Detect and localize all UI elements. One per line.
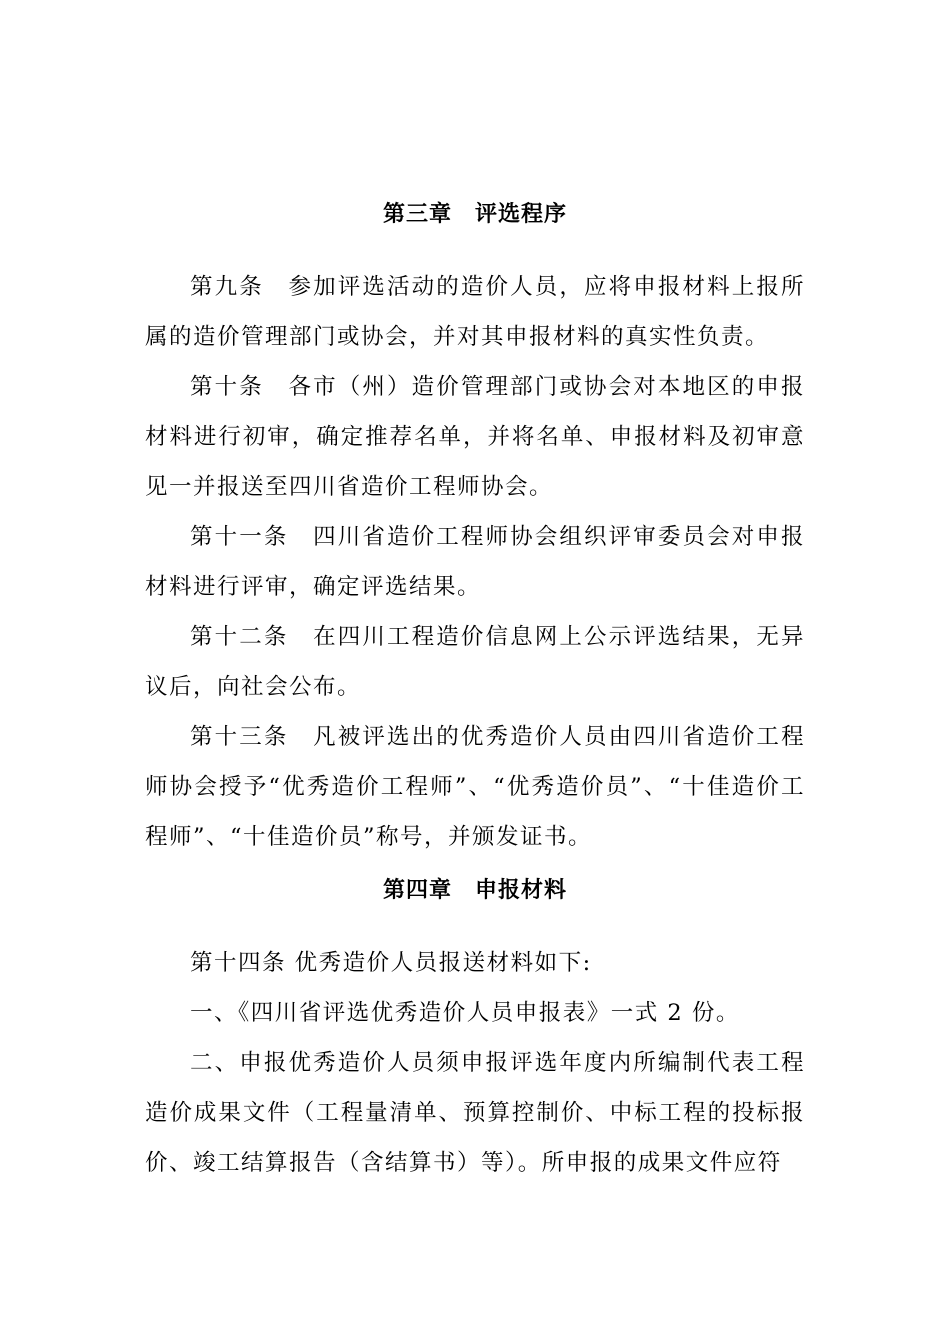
chapter-three <box>145 190 805 862</box>
chapter-title: 第三章 评选程序 <box>382 202 567 227</box>
list-item-2: 二、申报优秀造价人员须申报评选年度内所编制代表工程造价成果文件（工程量清单、预算控制价、中标工程的投标报价、竣工结算报告（含结算书）等）。所申报的成果文件应符 <box>145 1050 805 1176</box>
article-12: 第十二条 在四川工程造价信息网上公示评选结果，无异议后，向社会公布。 <box>145 624 805 700</box>
article-11: 第十一条 四川省造价工程师协会组织评审委员会对申报材料进行评审，确定评选结果。 <box>145 524 805 600</box>
list-item-1: 一、《四川省评选优秀造价人员申报表》一式 2 份。 <box>190 1000 740 1026</box>
chapter-four <box>145 866 805 1188</box>
chapter-title: 第四章 申报材料 <box>382 878 567 903</box>
document-body <box>145 190 805 1188</box>
article-9: 第九条 参加评选活动的造价人员，应将申报材料上报所属的造价管理部门或协会，并对其申报材料的真实性负责。 <box>145 274 805 350</box>
article-14: 第十四条 优秀造价人员报送材料如下: <box>190 950 592 976</box>
article-10: 第十条 各市（州）造价管理部门或协会对本地区的申报材料进行初审，确定推荐名单，并将名单、申报材料及初审意见一并报送至四川省造价工程师协会。 <box>145 374 805 500</box>
article-13: 第十三条 凡被评选出的优秀造价人员由四川省造价工程师协会授予“优秀造价工程师”、“优秀造价员”、“十佳造价工程师”、“十佳造价员”称号，并颁发证书。 <box>145 724 805 850</box>
